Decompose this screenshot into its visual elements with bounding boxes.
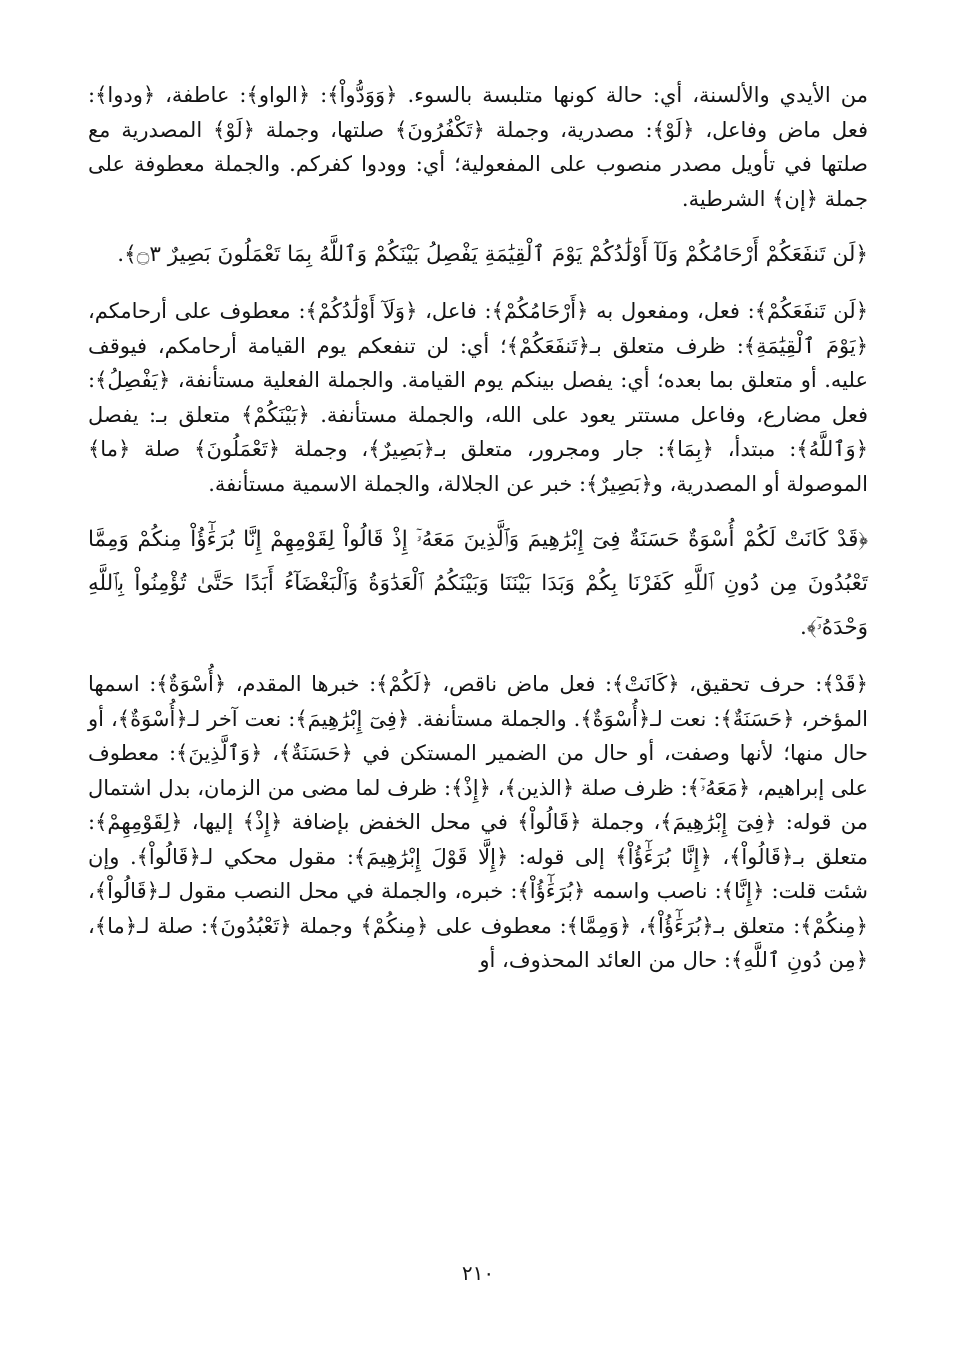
quran-verse-2: ﴿قَدْ كَانَتْ لَكُمْ أُسْوَةٌ حَسَنَةٌ فِىٓ إِبْرَٰهِيمَ وَٱلَّذِينَ مَعَهُۥٓ إِذْ قَالُواْ لِقَوْمِهِمْ إِنَّا بُرَءَٰٓؤُاْ مِنكُمْ وَمِمَّا تَعْبُدُونَ مِن دُونِ ٱللَّهِ كَفَرْنَا بِكُمْ وَبَدَا بَيْنَنَا وَبَيْنَكُمُ ٱلْعَدَٰوَةُ وَٱلْبَغْضَآءُ أَبَدًا حَتَّىٰ تُؤْمِنُواْ بِٱللَّهِ وَحْدَهُۥٓ﴾. xyxy=(88,527,868,640)
quran-verse-1: ﴿لَن تَنفَعَكُمْ أَرْحَامُكُمْ وَلَآ أَوْلَٰدُكُمْ يَوْمَ ٱلْقِيَٰمَةِ يَفْصِلُ بَيْنَكُمْ وَٱللَّهُ بِمَا تَعْمَلُونَ بَصِيرٌ ۝٣﴾. xyxy=(117,242,868,267)
page-number: ٢١٠ xyxy=(461,1261,495,1285)
paragraph-gap xyxy=(88,277,868,294)
page-body xyxy=(88,78,868,978)
paragraph-gap xyxy=(88,501,868,518)
commentary-paragraph-1: من الأيدي والألسنة، أي: حالة كونها متلبسة بالسوء. ﴿وَوَدُّواْ﴾: ﴿الواو﴾: عاطفة، ﴿ودوا﴾: فعل ماض وفاعل، ﴿لَوْ﴾: مصدرية، وجملة ﴿تَكْفُرُونَ﴾ صلتها، وجملة ﴿لَوْ﴾ المصدرية مع صلتها في تأويل مصدر منصوب على المفعولية؛ أي: وودوا كفركم. والجملة معطوفة على جملة ﴿إن﴾ الشرطية. xyxy=(88,83,868,211)
paragraph-gap xyxy=(88,216,868,233)
paragraph-gap xyxy=(88,650,868,667)
commentary-paragraph-2: ﴿لَن تَنفَعَكُمْ﴾: فعل، ومفعول به ﴿أَرْحَامُكُمْ﴾: فاعل، ﴿وَلَآ أَوْلَٰدُكُمْ﴾: معطوف على أرحامكم، ﴿يَوْمَ ٱلْقِيَٰمَةِ﴾: ظرف متعلق بـ﴿تَنفَعَكُمْ﴾؛ أي: لن تنفعكم يوم القيامة أرحامكم، فيوقف عليه. أو متعلق بما بعده؛ أي: يفصل بينكم يوم القيامة. والجملة الفعلية مستأنفة، ﴿يَفْصِلُ﴾: فعل مضارع، وفاعل مستتر يعود على الله، والجملة مستأنفة. ﴿بَيْنَكُمْ﴾ متعلق بـ: يفصل ﴿وَٱللَّهُ﴾: مبتدأ، ﴿بِمَا﴾: جار ومجرور، متعلق بـ﴿بَصِيرٌ﴾، وجملة ﴿تَعْمَلُونَ﴾ صلة ﴿ما﴾ الموصولة أو المصدرية، و﴿بَصِيرٌ﴾: خبر عن الجلالة، والجملة الاسمية مستأنفة. xyxy=(88,299,868,496)
commentary-paragraph-3: ﴿قَدْ﴾: حرف تحقيق، ﴿كَانَتْ﴾: فعل ماض ناقص، ﴿لَكُمْ﴾: خبرها المقدم، ﴿أُسْوَةٌ﴾: اسمها المؤخر، ﴿حَسَنَةٌ﴾: نعت لـ﴿أُسْوَةٌ﴾. والجملة مستأنفة. ﴿فِىٓ إِبْرَٰهِيمَ﴾: نعت آخر لـ﴿أُسْوَةٌ﴾، أو حال منها؛ لأنها وصفت، أو حال من الضمير المستكن في ﴿حَسَنَةٌ﴾، ﴿وَٱلَّذِينَ﴾: معطوف على إبراهيم، ﴿مَعَهُۥٓ﴾: ظرف صلة ﴿الذين﴾، ﴿إِذْ﴾: ظرف لما مضى من الزمان، بدل اشتمال من قوله: ﴿فِىٓ إِبْرَٰهِيمَ﴾، وجملة ﴿قَالُواْ﴾ في محل الخفض بإضافة ﴿إِذْ﴾ إليها، ﴿لِقَوْمِهِمْ﴾: متعلق بـ﴿قَالُواْ﴾، ﴿إِنَّا بُرَءَٰٓؤُاْ﴾ إلى قوله: ﴿إِلَّا قَوْلَ إِبْرَٰهِيمَ﴾: مقول محكي لـ﴿قَالُواْ﴾. وإن شئت قلت: ﴿إِنَّا﴾: ناصب واسمه ﴿بُرَءَٰٓؤُاْ﴾: خبره، والجملة في محل النصب مقول لـ﴿قَالُواْ﴾، ﴿مِنكُمْ﴾: متعلق بـ﴿بُرَءَٰٓؤُاْ﴾، ﴿وَمِمَّا﴾: معطوف على ﴿مِنكُمْ﴾ وجملة ﴿تَعْبُدُونَ﴾: صلة لـ﴿ما﴾، ﴿مِن دُونِ ٱللَّهِ﴾: حال من العائد المحذوف، أو xyxy=(88,672,868,972)
